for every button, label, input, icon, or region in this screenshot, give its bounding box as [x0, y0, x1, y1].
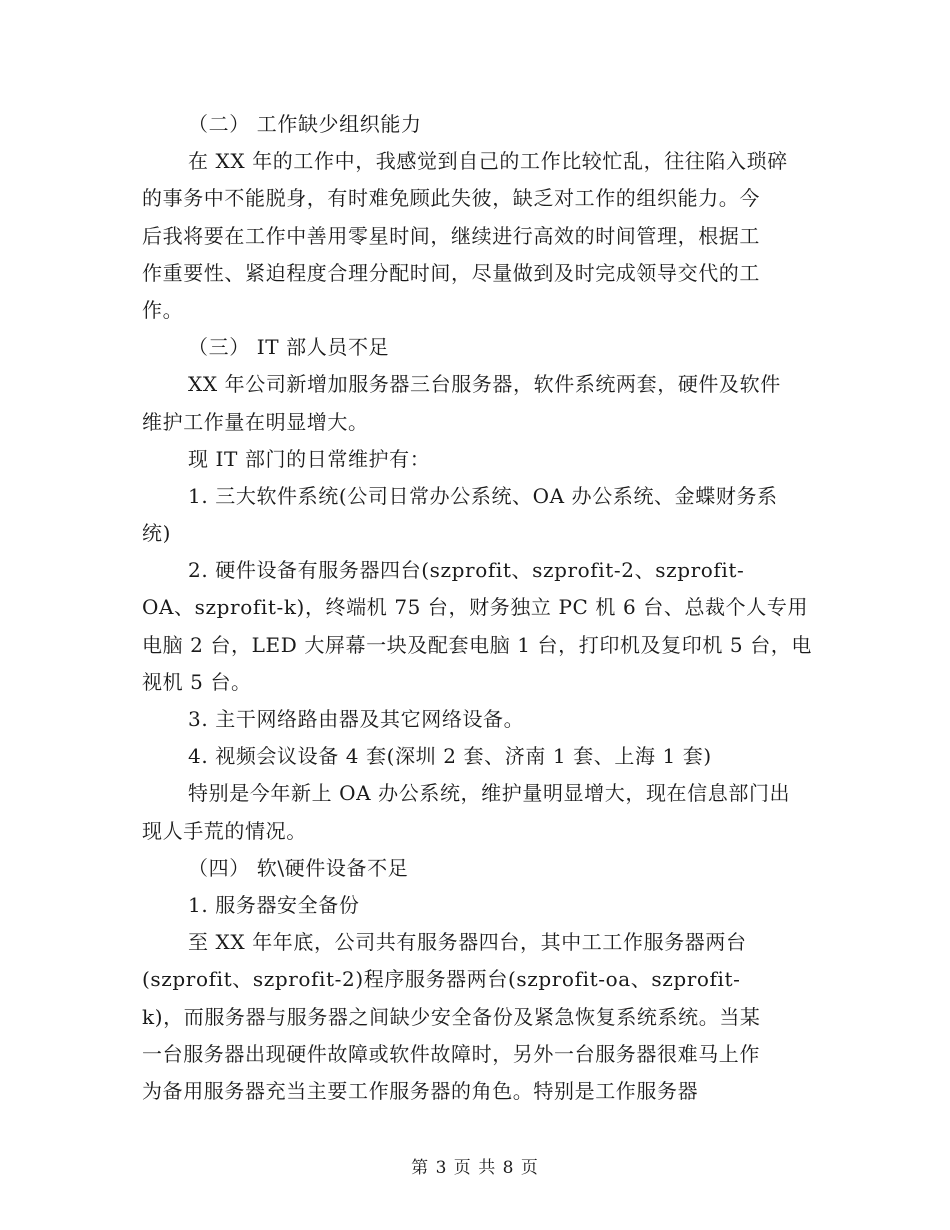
heading-4: （四） 软\硬件设备不足 [188, 855, 409, 880]
page-number-footer: 第 3 页 共 8 页 [411, 1158, 539, 1178]
heading-2: （二） 工作缺少组织能力 [188, 112, 422, 136]
paragraph-line: 现 IT 部门的日常维护有： [188, 446, 431, 471]
paragraph-line: 在 XX 年的工作中，我感觉到自己的工作比较忙乱，往往陷入琐碎 [188, 149, 788, 174]
paragraph-line: 现人手荒的情况。 [142, 818, 307, 843]
paragraph-line: 维护工作量在明显增大。 [142, 409, 369, 434]
paragraph-line: XX 年公司新增加服务器三台服务器，软件系统两套，硬件及软件 [188, 372, 781, 397]
paragraph-line: k)，而服务器与服务器之间缺少安全备份及紧急恢复系统系统。当某 [142, 1004, 761, 1029]
list-item-4: 4. 视频会议设备 4 套(深圳 2 套、济南 1 套、上海 1 套) [188, 744, 712, 769]
list-item-2-cont: 电脑 2 台，LED 大屏幕一块及配套电脑 1 台，打印机及复印机 5 台，电 [142, 632, 812, 657]
list-item-1-cont: 统) [142, 521, 172, 546]
list-item-1: 1. 三大软件系统(公司日常办公系统、OA 办公系统、金蝶财务系 [188, 483, 778, 508]
paragraph-line: (szprofit、szprofit-2)程序服务器两台(szprofit-oa、szprofit- [142, 967, 741, 992]
paragraph-line: 作。 [142, 297, 184, 322]
document-body [142, 106, 810, 1110]
paragraph-line: 作重要性、紧迫程度合理分配时间，尽量做到及时完成领导交代的工 [142, 260, 760, 285]
paragraph-line: 为备用服务器充当主要工作服务器的角色。特别是工作服务器 [142, 1078, 699, 1103]
paragraph-line: 后我将要在工作中善用零星时间，继续进行高效的时间管理，根据工 [142, 223, 760, 248]
paragraph-line: 特别是今年新上 OA 办公系统，维护量明显增大，现在信息部门出 [188, 781, 791, 806]
paragraph-line: 的事务中不能脱身，有时难免顾此失彼，缺乏对工作的组织能力。今 [142, 186, 760, 211]
list-item-2-cont: OA、szprofit-k)，终端机 75 台，财务独立 PC 机 6 台、总裁个人专用 [142, 595, 809, 620]
list-item-2: 2. 硬件设备有服务器四台(szprofit、szprofit-2、szprofit- [188, 558, 745, 583]
paragraph-line: 至 XX 年年底，公司共有服务器四台，其中工工作服务器两台 [188, 930, 747, 955]
heading-3: （三） IT 部人员不足 [188, 335, 390, 360]
list-item-2-cont: 视机 5 台。 [142, 669, 252, 694]
list-item-3: 3. 主干网络路由器及其它网络设备。 [188, 707, 525, 731]
subheading: 1. 服务器安全备份 [188, 892, 360, 917]
paragraph-line: 一台服务器出现硬件故障或软件故障时，另外一台服务器很难马上作 [142, 1041, 760, 1066]
